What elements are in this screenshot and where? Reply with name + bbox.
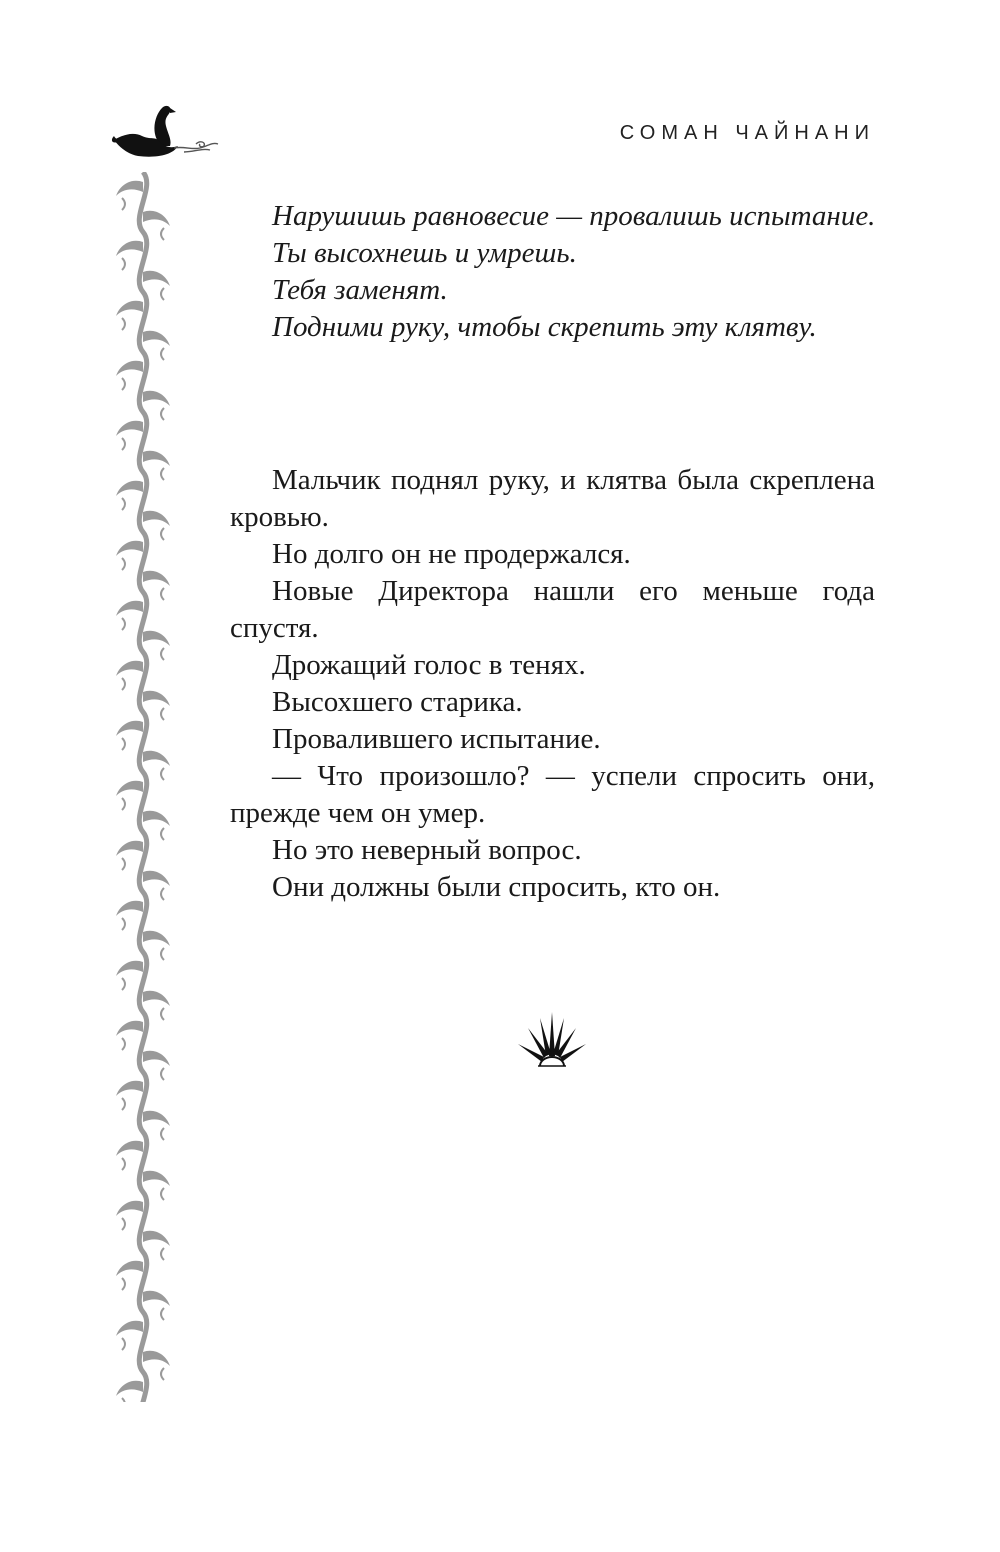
vine-curl [122, 1098, 125, 1110]
vine-curl [122, 318, 125, 330]
vine-curl [161, 1248, 164, 1260]
paragraph: Мальчик поднял руку, и клятва была скреплена кровью. [230, 464, 875, 533]
vine-curl [161, 768, 164, 780]
vine-thorn [143, 271, 170, 286]
vine-thorn [116, 1021, 143, 1036]
vine-curl [122, 858, 125, 870]
vine-curl [161, 1368, 164, 1380]
vine-thorn [116, 841, 143, 856]
vine-curl [161, 288, 164, 300]
vine-thorn [116, 1081, 143, 1096]
vine-curl [122, 558, 125, 570]
vine-thorn [116, 301, 143, 316]
vine-curl [161, 468, 164, 480]
vine-thorn [143, 1291, 170, 1306]
vine-thorn [143, 331, 170, 346]
vine-thorn [143, 631, 170, 646]
vine-thorn [116, 481, 143, 496]
vine-curl [122, 438, 125, 450]
vine-curl [122, 258, 125, 270]
vine-thorn [116, 661, 143, 676]
running-head-author: СОМАН ЧАЙНАНИ [619, 122, 875, 144]
vine-curl [122, 378, 125, 390]
vine-curl [161, 1008, 164, 1020]
verse-line: Ты высохнешь и умрешь. [272, 237, 577, 269]
vine-thorn [143, 1171, 170, 1186]
vine-curl [161, 1308, 164, 1320]
vine-thorn [143, 871, 170, 886]
vine-curl [122, 1038, 125, 1050]
vine-curl [122, 738, 125, 750]
vine-thorn [143, 991, 170, 1006]
vine-thorn [143, 811, 170, 826]
vine-thorn [143, 1051, 170, 1066]
vine-thorn [116, 1201, 143, 1216]
vine-curl [122, 798, 125, 810]
vine-thorn [116, 1261, 143, 1276]
vine-thorn [143, 1111, 170, 1126]
paragraph: Провалившего испытание. [272, 723, 601, 755]
vine-curl [161, 708, 164, 720]
vine-curl [161, 228, 164, 240]
italic-verse [272, 198, 882, 346]
thorny-vine-border [108, 172, 178, 1402]
vine-curl [161, 528, 164, 540]
verse-line: Тебя заменят. [272, 274, 448, 306]
vine-curl [122, 678, 125, 690]
vine-curl [122, 918, 125, 930]
vine-curl [161, 1188, 164, 1200]
paragraph: Высохшего старика. [272, 686, 523, 718]
vine-thorn [143, 1231, 170, 1246]
sunburst-ornament-icon [516, 1010, 588, 1072]
vine-thorn [143, 571, 170, 586]
vine-curl [122, 1158, 125, 1170]
paragraph: — Что произошло? — успели спросить они, прежде чем он умер. [230, 760, 875, 829]
vine-curl [161, 408, 164, 420]
vine-thorn [116, 1321, 143, 1336]
vine-thorn [116, 1381, 143, 1396]
vine-thorn [116, 421, 143, 436]
verse-line: Подними руку, чтобы скрепить эту клятву. [272, 311, 817, 343]
vine-thorn [143, 751, 170, 766]
vine-thorn [143, 1351, 170, 1366]
vine-curl [122, 1218, 125, 1230]
vine-curl [122, 1398, 125, 1402]
paragraph: Они должны были спросить, кто он. [272, 871, 721, 903]
vine-curl [122, 198, 125, 210]
vine-curl [161, 348, 164, 360]
vine-thorn [116, 361, 143, 376]
paragraph: Но это неверный вопрос. [272, 834, 582, 866]
body-text [230, 462, 875, 906]
vine-thorn [116, 721, 143, 736]
vine-curl [161, 888, 164, 900]
vine-thorn [116, 541, 143, 556]
vine-thorn [116, 901, 143, 916]
vine-curl [161, 1068, 164, 1080]
vine-curl [161, 1128, 164, 1140]
vine-thorn [143, 691, 170, 706]
vine-curl [161, 648, 164, 660]
vine-thorn [116, 601, 143, 616]
vine-thorn [116, 241, 143, 256]
vine-curl [161, 588, 164, 600]
paragraph: Дрожащий голос в тенях. [272, 649, 586, 681]
verse-line: Нарушишь равновесие — провалишь испытание. [272, 200, 876, 232]
paragraph: Но долго он не продержался. [272, 538, 631, 570]
vine-thorn [116, 781, 143, 796]
vine-curl [161, 948, 164, 960]
paragraph: Новые Директора нашли его меньше года спустя. [230, 575, 875, 644]
vine-curl [122, 1338, 125, 1350]
vine-thorn [143, 931, 170, 946]
vine-thorn [116, 1141, 143, 1156]
vine-curl [122, 498, 125, 510]
vine-curl [122, 1278, 125, 1290]
vine-thorn [116, 961, 143, 976]
vine-thorn [143, 511, 170, 526]
vine-thorn [143, 211, 170, 226]
swan-icon [110, 96, 230, 166]
vine-curl [122, 978, 125, 990]
vine-thorn [143, 391, 170, 406]
vine-curl [122, 618, 125, 630]
vine-thorn [143, 451, 170, 466]
vine-curl [161, 828, 164, 840]
vine-thorn [116, 181, 143, 196]
